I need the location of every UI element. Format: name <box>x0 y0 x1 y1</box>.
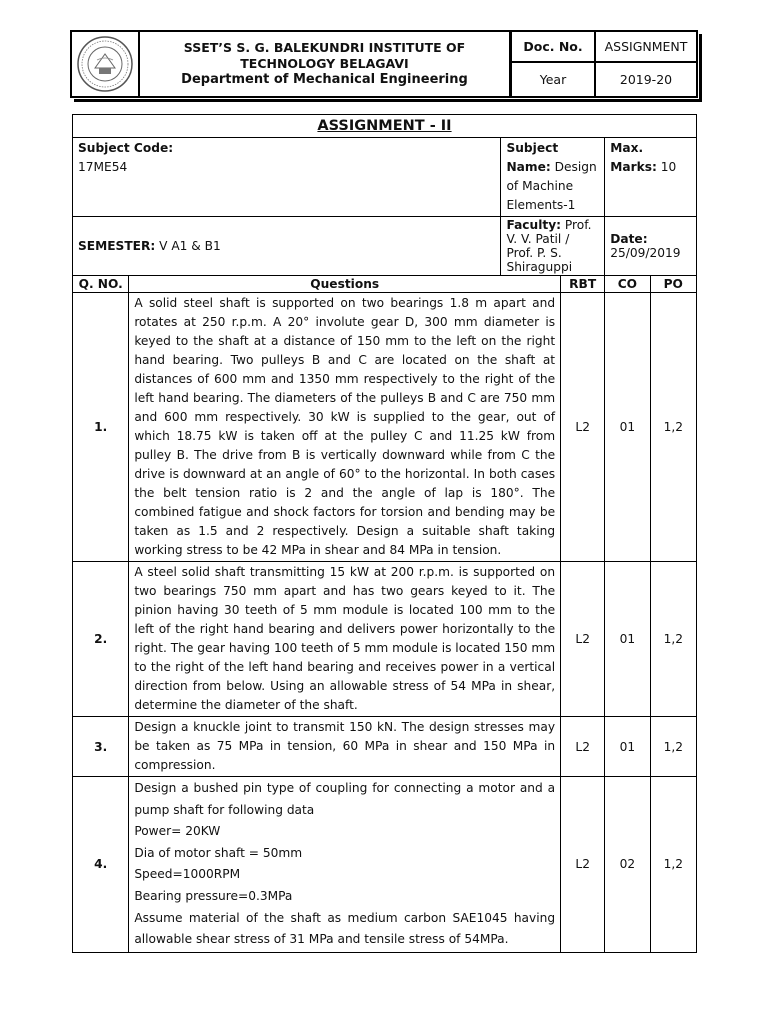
question-line: Design a bushed pin type of coupling for connecting a motor and a pump shaft for following data <box>134 781 556 817</box>
question-rbt: L2 <box>561 777 605 953</box>
question-text: A steel solid shaft transmitting 15 kW at 200 r.p.m. is supported on two bearings 750 mm apart and has two gears keyed to it. The pinion having 30 teeth of 5 mm module is located 100 mm to the left of the right hand bearing and delivers power horizontally to the right. The gear having 100 teeth of 5 mm module is located 150 mm to the right of the left hand bearing and receives power in a vertical direction from below. Using an allowable stress of 54 MPa in shear, determine the diameter of the shaft. <box>129 562 561 717</box>
question-number: 2. <box>73 562 129 717</box>
subject-code-cell <box>73 138 501 217</box>
question-text <box>129 777 561 953</box>
question-rbt: L2 <box>561 293 605 562</box>
question-row <box>73 777 697 953</box>
subject-row <box>73 138 697 217</box>
doc-no-value: ASSIGNMENT <box>596 32 696 63</box>
col-header-po: PO <box>650 276 696 293</box>
faculty-label: Faculty: <box>506 218 562 232</box>
institute-name-block <box>140 32 512 96</box>
question-co: 02 <box>605 777 650 953</box>
question-number: 3. <box>73 717 129 777</box>
question-number: 1. <box>73 293 129 562</box>
question-co: 01 <box>605 293 650 562</box>
semester-label: SEMESTER: <box>78 239 156 253</box>
question-row <box>73 562 697 717</box>
date-cell <box>605 217 697 276</box>
semester-value: V A1 & B1 <box>159 239 221 253</box>
max-marks-label: Max. Marks: <box>610 141 657 174</box>
assignment-title: ASSIGNMENT - II <box>73 115 697 138</box>
col-header-qno: Q. NO. <box>73 276 129 293</box>
year-value: 2019-20 <box>619 72 673 87</box>
max-marks-cell <box>605 138 697 217</box>
question-co: 01 <box>605 717 650 777</box>
question-line: Power= 20KW <box>134 824 221 839</box>
col-header-rbt: RBT <box>561 276 605 293</box>
question-po: 1,2 <box>650 777 696 953</box>
assignment-table <box>72 114 697 953</box>
subject-name-value: Design of Machine Elements-1 <box>506 160 597 212</box>
question-row <box>73 717 697 777</box>
institute-name-line2: TECHNOLOGY BELAGAVI <box>240 56 409 71</box>
year-label: Year <box>512 63 596 96</box>
question-text: A solid steel shaft is supported on two bearings 1.8 m apart and rotates at 250 r.p.m. A 20° involute gear D, 300 mm diameter is keyed to the shaft at a distance of 150 mm to the left on the right hand bearing. Two pulleys B and C are located on the shaft at distances of 600 mm and 1350 mm respectively to the right of the left hand bearing. The diameters of the pulleys B and C are 750 mm and 600 mm respectively. 30 kW is supplied to the gear, out of which 18.75 kW is taken off at the pulley C and 11.25 kW from pulley B. The drive from B is vertically downward while from C the drive is downward at an angle of 60° to the horizontal. In both cases the belt tension ratio is 2 and the angle of lap is 180°. The combined fatigue and shock factors for torsion and bending may be taken as 1.5 and 2 respectively. Design a suitable shaft taking working stress to be 42 MPa in shear and 84 MPa in tension. <box>129 293 561 562</box>
date-label: Date: <box>610 232 648 246</box>
question-po: 1,2 <box>650 293 696 562</box>
institute-seal-logo <box>72 32 140 96</box>
doc-no-label: Doc. No. <box>512 32 596 63</box>
question-co: 01 <box>605 562 650 717</box>
question-text: Design a knuckle joint to transmit 150 kN. The design stresses may be taken as 75 MPa in tension, 60 MPa in shear and 150 MPa in compression. <box>129 717 561 777</box>
title-row <box>73 115 697 138</box>
institute-name-line1: SSET’S S. G. BALEKUNDRI INSTITUTE OF <box>183 40 466 55</box>
question-number: 4. <box>73 777 129 953</box>
question-rbt: L2 <box>561 562 605 717</box>
faculty-cell <box>501 217 605 276</box>
col-header-co: CO <box>605 276 650 293</box>
question-line: Speed=1000RPM <box>134 867 241 882</box>
question-po: 1,2 <box>650 562 696 717</box>
subject-code-label: Subject Code: <box>78 141 174 155</box>
department-name: Department of Mechanical Engineering <box>181 72 468 87</box>
max-marks-value: 10 <box>660 160 677 174</box>
col-header-questions: Questions <box>129 276 561 293</box>
document-header <box>70 30 698 98</box>
semester-row <box>73 217 697 276</box>
faculty-value: Prof. V. V. Patil / Prof. P. S. Shiraguppi <box>506 218 592 274</box>
subject-name-cell <box>501 138 605 217</box>
subject-name-label: Subject Name: <box>506 141 559 174</box>
question-line: Bearing pressure=0.3MPa <box>134 888 293 903</box>
question-po: 1,2 <box>650 717 696 777</box>
column-header-row <box>73 276 697 293</box>
question-rbt: L2 <box>561 717 605 777</box>
question-line: Dia of motor shaft = 50mm <box>134 845 303 860</box>
question-line: Assume material of the shaft as medium carbon SAE1045 having allowable shear stress of 31 MPa and tensile stress of 54MPa. <box>134 910 556 947</box>
doc-info-grid <box>512 32 696 96</box>
question-row <box>73 293 697 562</box>
semester-cell <box>73 217 501 276</box>
date-value: 25/09/2019 <box>610 246 681 260</box>
subject-code-value: 17ME54 <box>78 160 128 174</box>
